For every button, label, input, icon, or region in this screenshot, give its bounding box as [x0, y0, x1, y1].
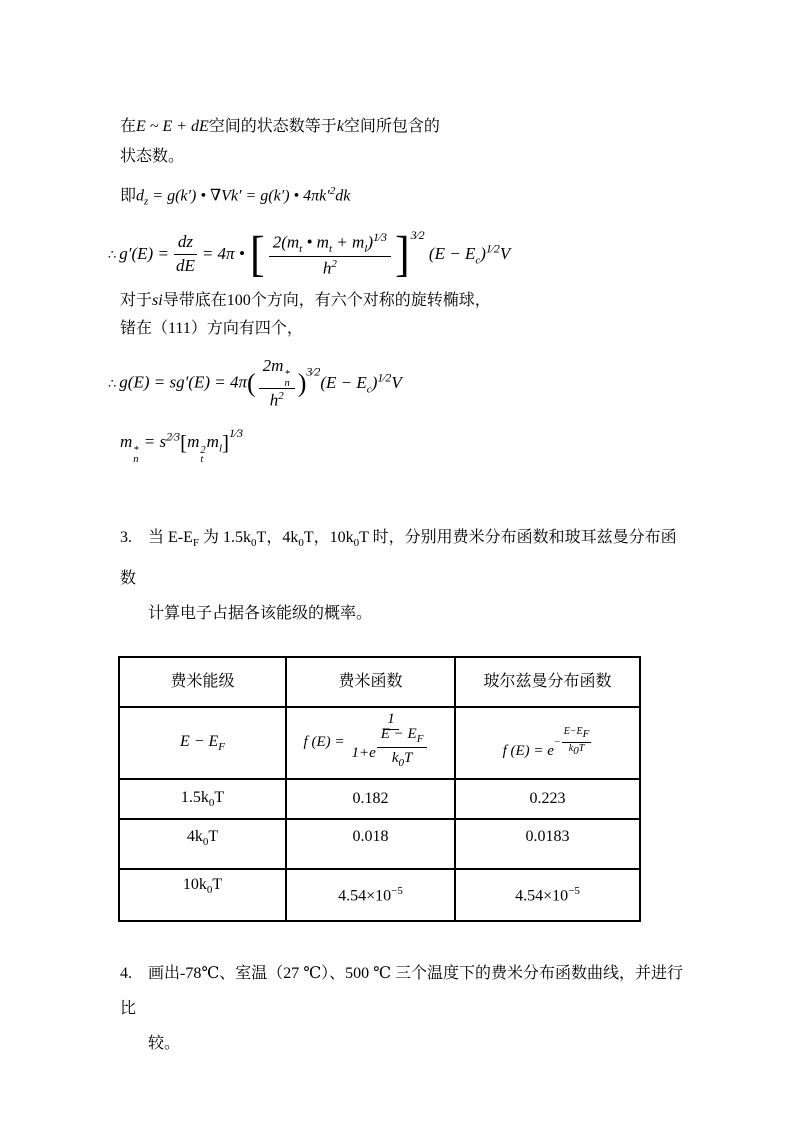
sub-F: F [416, 733, 424, 746]
fraction-denominator [319, 257, 341, 281]
level-value: 1.5k [180, 788, 209, 806]
q3-sub-0: 0 [251, 536, 257, 549]
states-eq-body: = g(k′) • ∇Vk′ = g(k′) • 4πk′ [148, 187, 330, 205]
minus-sign: − [553, 736, 561, 748]
intro-zh-1: 在 [120, 118, 137, 135]
n-sub: n [133, 453, 139, 465]
cell-fermi-value-3 [286, 869, 455, 921]
value-base: 4.54×10 [338, 886, 392, 904]
right-square-bracket: ] [222, 430, 230, 455]
si-italic: si [152, 292, 163, 309]
exponent-one-third: 1⁄3 [372, 229, 387, 244]
num-part: ) [367, 232, 373, 252]
exponent-fraction [377, 724, 428, 771]
cell-boltz-value-2: 0.0183 [455, 819, 640, 869]
gprime-density-of-states-equation [108, 229, 686, 281]
sub-l: l [364, 242, 368, 255]
sub-t: t [299, 242, 303, 255]
cell-fermi-value-1: 0.182 [286, 779, 455, 819]
sub-0: 0 [398, 756, 405, 769]
k: k [568, 742, 574, 754]
right-paren: ) [297, 368, 307, 398]
intro-line-2 [120, 142, 686, 172]
si-zh-2: 导带底在100个方向，有六个对称的旋转椭球， [162, 292, 491, 309]
tail-part: ) [480, 243, 486, 263]
cell-E-minus-EF [119, 707, 286, 779]
n-sub: n [284, 378, 290, 389]
effective-mass-equation [120, 427, 686, 464]
therefore-symbol: ∴ [108, 246, 116, 262]
gprime-lhs: g′(E) = [119, 243, 169, 263]
cell-fermi-value-2: 0.018 [286, 819, 455, 869]
cell-level-1-5kT [119, 779, 286, 819]
q3-T-1: T [256, 528, 267, 546]
table-header-row [119, 657, 640, 707]
q3-sub-F: F [192, 536, 200, 549]
sup-2: 2 [200, 444, 206, 456]
ge-valleys-line-2 [120, 315, 686, 343]
header-fermi-level: 费米能级 [119, 657, 286, 707]
exponent-three-halves: 3⁄2 [306, 364, 321, 379]
fermi-main-fraction [347, 709, 434, 777]
sub-0: 0 [202, 835, 209, 848]
fraction-denominator [388, 748, 417, 771]
value-exponent: −5 [568, 884, 580, 897]
q4-line-2-text: 较。 [148, 1034, 181, 1052]
states-eq-zh: 即 [120, 187, 137, 205]
g-total-density-equation [108, 355, 686, 413]
sub-c: c [366, 383, 372, 396]
q3-line-2-text: 计算电子占据各该能级的概率。 [148, 604, 373, 622]
level-T: T [214, 788, 225, 806]
exponent-three-halves: 3⁄2 [410, 227, 425, 242]
intro-line-2-text: 状态数。 [120, 148, 185, 165]
fraction-denominator [347, 726, 434, 777]
num-part: • m [302, 232, 329, 252]
g-tail [320, 370, 402, 396]
T: T [578, 742, 585, 754]
intro-zh-2: 空间的状态数等于 [208, 118, 337, 135]
E-minus-EF: E−E [563, 726, 583, 737]
fraction-numerator [377, 724, 428, 748]
T: T [404, 749, 413, 766]
problem-3-number: 3. [120, 528, 132, 546]
q3-sub-0: 0 [353, 536, 360, 549]
left-bracket: [ [250, 227, 265, 282]
num-part: + m [332, 232, 365, 252]
table-formula-row [119, 707, 640, 779]
intro-math-k: k [336, 118, 344, 135]
problem-4-number: 4. [120, 964, 132, 982]
page-content [108, 112, 686, 1061]
den-h: h [322, 259, 332, 279]
problem-4-line-2 [120, 1026, 686, 1061]
sub-c: c [475, 254, 481, 267]
cell-level-4kT [119, 819, 286, 869]
sub-F: F [218, 740, 226, 753]
den-h-squared: 2 [278, 390, 284, 402]
ge-text: 锗在（111）方向有四个， [120, 320, 303, 337]
num-2m: 2m [262, 356, 284, 375]
m-star-n-stack [284, 370, 289, 388]
value-base: 4.54×10 [515, 886, 569, 904]
mn-lhs: m [120, 431, 133, 451]
one-plus-e: 1+e [351, 744, 376, 761]
sub-0: 0 [573, 744, 579, 757]
q3-value-3: 10k [329, 528, 354, 546]
sub-0: 0 [206, 883, 213, 896]
q3-comma-2: ， [313, 528, 330, 546]
mass-over-h2-fraction [269, 229, 391, 281]
q3-value-2: 4k [282, 528, 299, 546]
ml-term: m [206, 431, 219, 451]
header-fermi-function: 费米函数 [286, 657, 455, 707]
star-sup: * [284, 369, 290, 380]
states-eq-tail: dk [335, 187, 351, 205]
star-sup: * [133, 444, 139, 456]
fermi-distribution-table [118, 656, 641, 922]
q3-E-minus-EF: E-E [168, 528, 193, 546]
states-eq-sub: z [144, 195, 149, 208]
q3-zh-3: 时，分别用费米分布函数和玻耳兹曼分布函数 [120, 528, 677, 587]
intro-line-1 [120, 112, 686, 142]
problem-3-line-1 [120, 520, 686, 596]
tail-part: ) [371, 372, 378, 392]
fraction-denominator: dE [175, 256, 195, 276]
therefore-symbol: ∴ [108, 375, 116, 391]
q3-comma-1: ， [266, 528, 283, 546]
k: k [391, 749, 399, 766]
fraction-numerator: 1 [383, 709, 399, 730]
den-h: h [269, 390, 279, 410]
tail-V: V [499, 243, 511, 263]
q3-T-2: T [303, 528, 314, 546]
den-h-squared: 2 [331, 258, 337, 271]
E-minus-EF-text: E − E [179, 732, 219, 750]
sub-0: 0 [208, 796, 215, 809]
tail-V: V [391, 372, 402, 392]
level-T: T [208, 827, 219, 845]
tail-part: (E − E [320, 372, 367, 392]
q3-T-3: T [359, 528, 369, 546]
table-row [119, 869, 640, 921]
q3-sub-0: 0 [298, 536, 304, 549]
E-minus-EF: E − E [380, 726, 417, 743]
states-number-equation [120, 176, 686, 217]
exponent-one-half: 1⁄2 [377, 370, 392, 385]
problem-4-line-1 [120, 956, 686, 1026]
right-bracket: ] [395, 227, 410, 282]
table-row [119, 819, 640, 869]
exponent-fraction [562, 726, 592, 759]
cell-fermi-formula [286, 707, 455, 779]
left-paren: ( [247, 368, 256, 398]
mt-term: m [187, 431, 200, 451]
boltz-formula-lhs: f (E) = e [502, 742, 554, 759]
mn-eq: = s [139, 431, 167, 451]
problem-3-line-2 [120, 596, 686, 631]
sub-t: t [200, 453, 204, 465]
table-row [119, 779, 640, 819]
mn-over-h2-fraction [259, 355, 295, 413]
level-T: T [212, 875, 223, 893]
fermi-formula-lhs: f (E) = [303, 734, 345, 751]
intro-zh-3: 空间所包含的 [343, 118, 440, 135]
si-zh-1: 对于 [120, 292, 153, 309]
q4-line-1-text: 画出-78℃、室温（27 ℃）、500 ℃ 三个温度下的费米分布函数曲线，并进行比 [120, 964, 684, 1017]
q3-zh-1: 当 [148, 528, 169, 546]
header-boltzmann-function: 玻尔兹曼分布函数 [455, 657, 640, 707]
cell-boltz-value-1: 0.223 [455, 779, 640, 819]
fraction-denominator [567, 743, 587, 759]
fraction-numerator [269, 229, 391, 258]
states-eq-d: d [136, 187, 145, 205]
exponent-one-half: 1⁄2 [485, 241, 500, 255]
level-value: 4k [186, 827, 203, 845]
states-eq-sup: 2 [329, 185, 336, 197]
cell-level-10kT [119, 869, 286, 921]
m-star-n-stack [133, 446, 138, 464]
gprime-eq: = 4π • [201, 243, 245, 263]
sub-l: l [218, 441, 223, 454]
g-lhs: g(E) = sg′(E) = 4π [119, 372, 247, 392]
q3-zh-2: 为 [199, 528, 224, 546]
tail-part: (E − E [428, 243, 476, 263]
mt-squared-stack [200, 446, 205, 464]
fraction-denominator [266, 389, 288, 413]
si-valleys-line-1 [120, 287, 686, 315]
exponent-two-thirds: 2⁄3 [166, 428, 181, 443]
sub-F: F [582, 728, 590, 740]
exponent-one-third: 1⁄3 [229, 425, 244, 440]
fraction-numerator [562, 726, 592, 743]
cell-boltz-value-3 [455, 869, 640, 921]
value-exponent: −5 [391, 884, 403, 897]
boltz-exponent [553, 726, 592, 757]
intro-math-energy-range: E ~ E + dE [136, 118, 209, 135]
level-value: 10k [182, 875, 207, 893]
q3-value-1: 1.5k [223, 528, 252, 546]
num-part: 2(m [272, 232, 300, 252]
cell-boltzmann-formula [455, 707, 640, 779]
dz-over-dE-fraction [172, 231, 199, 278]
gprime-tail [428, 241, 511, 267]
fraction-numerator: dz [174, 231, 197, 255]
left-square-bracket: [ [180, 430, 188, 455]
fraction-numerator [259, 355, 295, 389]
sub-t: t [328, 242, 332, 255]
